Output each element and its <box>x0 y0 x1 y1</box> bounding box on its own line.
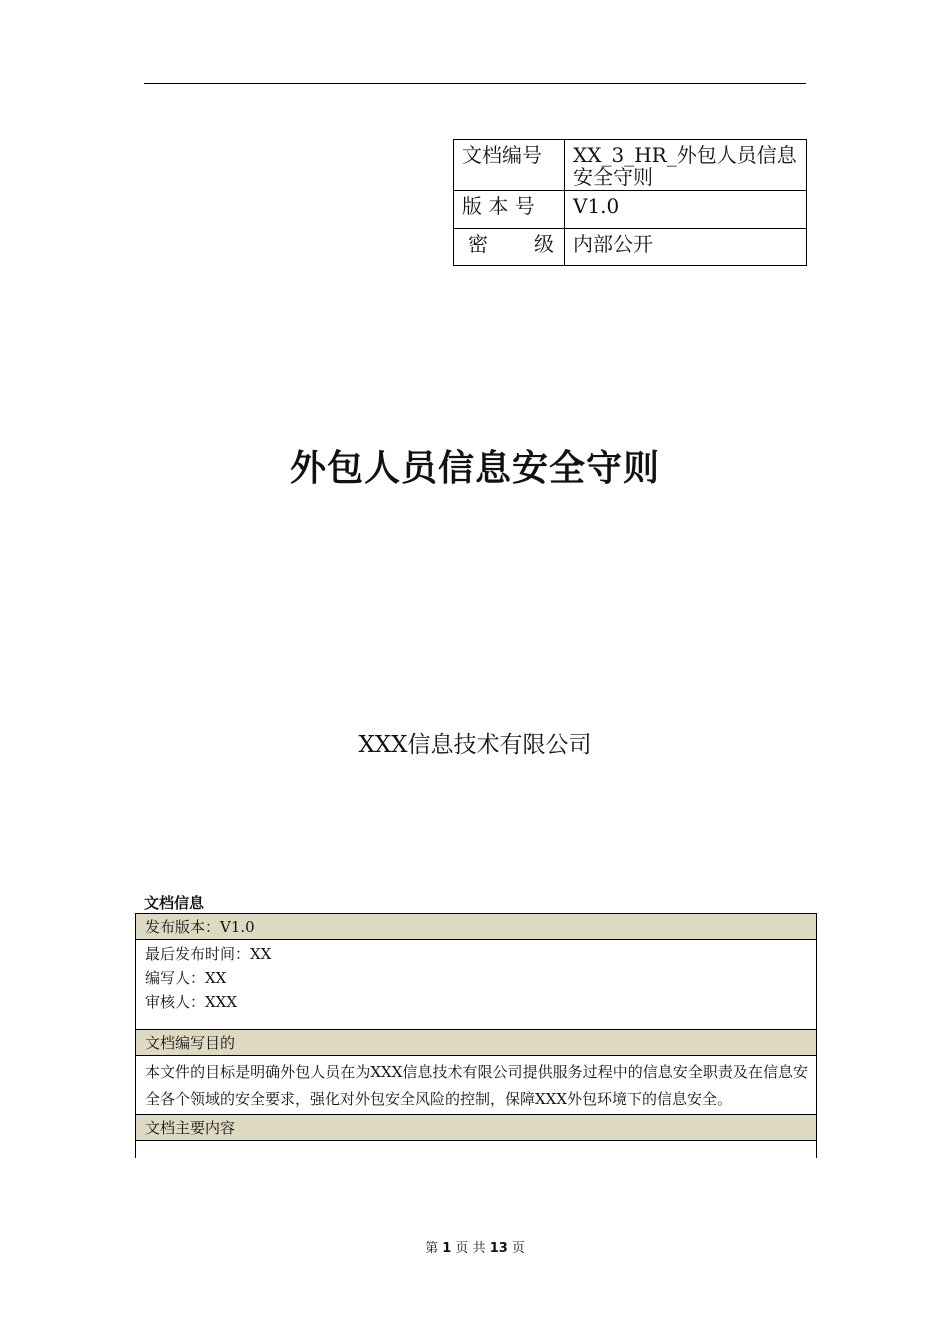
header-rule <box>144 83 806 84</box>
reviewer: 审核人：XXX <box>145 993 238 1011</box>
page-footer <box>0 1237 950 1256</box>
doc-info-heading: 文档信息 <box>144 894 205 912</box>
doc-number-label: 文档编号 <box>454 140 565 191</box>
footer-prefix: 第 <box>425 1241 439 1256</box>
classification-value: 内部公开 <box>565 229 807 266</box>
footer-suffix: 页 <box>511 1241 525 1256</box>
purpose-text: 本文件的目标是明确外包人员在为XXX信息技术有限公司提供服务过程中的信息安全职责及在信息安全各个领域的安全要求，强化对外包安全风险的控制，保障XXX外包环境下的信息安全。 <box>145 1063 808 1108</box>
version-label: 版 本 号 <box>454 191 565 229</box>
version-value: V1.0 <box>565 191 807 229</box>
company-name: XXX信息技术有限公司 <box>358 732 592 758</box>
spacer <box>136 1014 816 1029</box>
last-release-time: 最后发布时间：XX <box>145 945 272 963</box>
release-version: 发布版本：V1.0 <box>136 914 816 940</box>
document-title: 外包人员信息安全守则 <box>289 448 660 489</box>
author: 编写人：XX <box>145 969 227 987</box>
meta-row-version <box>454 191 807 229</box>
classification-label-right: 级 <box>534 232 554 256</box>
footer-total-pages: 13 <box>489 1241 508 1256</box>
classification-label-left: 密 <box>468 232 488 256</box>
classification-label <box>454 229 565 266</box>
footer-middle: 页 共 <box>455 1241 486 1256</box>
meta-row-classification <box>454 229 807 266</box>
document-meta-table <box>453 139 807 266</box>
footer-page-number: 1 <box>442 1241 452 1256</box>
purpose-heading: 文档编写目的 <box>136 1029 816 1056</box>
meta-row-doc-number <box>454 140 807 191</box>
doc-number-value: XX_3_HR_外包人员信息安全守则 <box>565 140 807 191</box>
content-heading: 文档主要内容 <box>136 1114 816 1141</box>
doc-info-box <box>135 913 817 1158</box>
